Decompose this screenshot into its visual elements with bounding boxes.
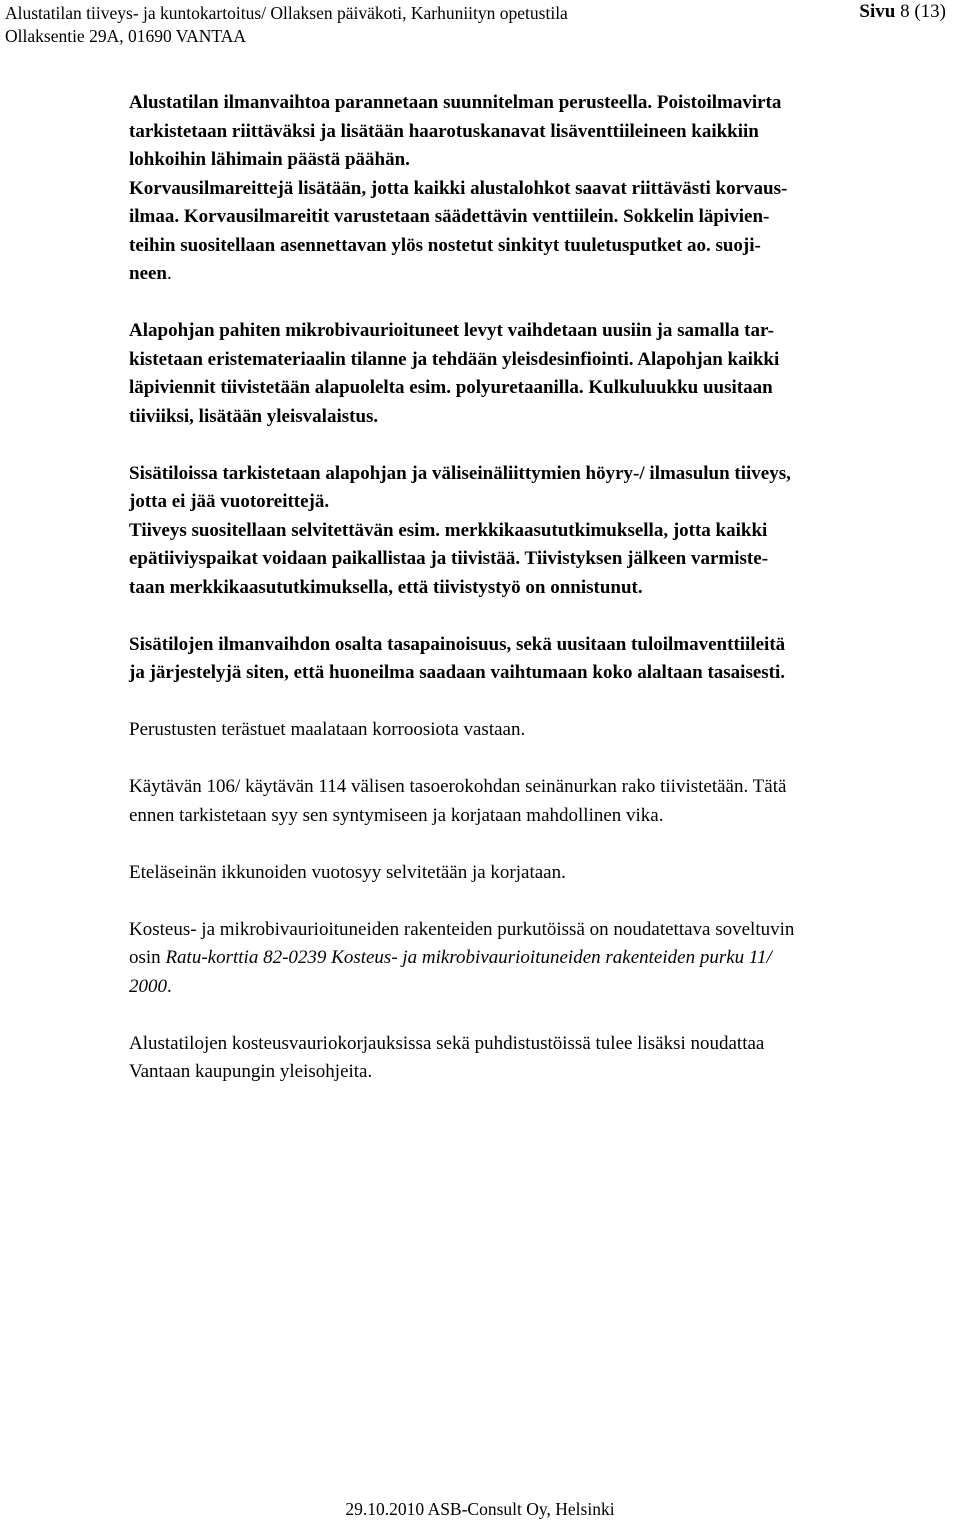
text-line: Kosteus- ja mikrobivaurioituneiden rakenteiden purkutöissä on noudatettava soveltuvin: [129, 918, 795, 940]
text-line: Alustatilojen kosteusvauriokorjauksissa sekä puhdistustöissä tulee lisäksi noudattaa: [129, 1032, 765, 1054]
page-header: [0, 0, 960, 56]
text-line: tiiviiksi, lisätään yleisvalaistus.: [129, 405, 379, 427]
page-number: [859, 1, 946, 23]
text-fragment: neen: [129, 263, 167, 284]
text-line: Perustusten terästuet maalataan korroosiota vastaan.: [129, 719, 526, 740]
text-line: epätiiviyspaikat voidaan paikallistaa ja tiivistää. Tiivistyksen jälkeen varmiste-: [129, 548, 769, 569]
text-fragment: osin: [129, 947, 166, 968]
header-title: Alustatilan tiiveys- ja kuntokartoitus/ Ollaksen päiväkoti, Karhuniityn opetustila: [5, 3, 568, 23]
paragraph-subfloor: [129, 317, 959, 431]
paragraph-windows: [129, 859, 959, 888]
text-line: [129, 973, 959, 1002]
text-line: Käytävän 106/ käytävän 114 välisen tasoerokohdan seinänurkan rako tiivistetään. Tätä: [129, 776, 787, 797]
paragraph-steel-supports: [129, 716, 959, 745]
page-footer: 29.10.2010 ASB-Consult Oy, Helsinki: [345, 1499, 615, 1519]
ratu-card-year: 2000: [129, 975, 167, 997]
text-line: taan merkkikaasututkimuksella, että tiivistystyö on onnistunut.: [129, 576, 643, 598]
ratu-card-reference: Ratu-korttia 82-0239 Kosteus- ja mikrobivaurioituneiden rakenteiden purku 11/: [165, 947, 772, 968]
text-line: ilmaa. Korvausilmareitit varustetaan säädettävin venttiilein. Sokkelin läpivien-: [129, 206, 770, 227]
header-address: Ollaksentie 29A, 01690 VANTAA: [5, 26, 246, 46]
paragraph-indoor-ventilation: [129, 631, 959, 688]
text-line: Sisätiloissa tarkistetaan alapohjan ja väliseinäliittymien höyry-/ ilmasulun tiiveys,: [129, 462, 791, 484]
text-fragment: .: [167, 975, 172, 997]
text-line: läpiviennit tiivistetään alapuolelta esim. polyuretaanilla. Kulkuluukku uusitaan: [129, 377, 773, 398]
text-fragment: .: [167, 263, 172, 284]
paragraph-city-guidelines: [129, 1030, 959, 1087]
text-line: [129, 944, 959, 973]
paragraph-ventilation: [129, 89, 959, 289]
paragraph-corridor-gap: [129, 773, 959, 830]
page-number-value: 8 (13): [900, 1, 946, 22]
text-line: Eteläseinän ikkunoiden vuotosyy selvitetään ja korjataan.: [129, 861, 566, 883]
text-line: Sisätilojen ilmanvaihdon osalta tasapainoisuus, sekä uusitaan tuloilmaventtiileitä: [129, 633, 786, 655]
document-body: [129, 89, 959, 1087]
page-label: Sivu: [859, 1, 896, 22]
text-line: kistetaan eristemateriaalin tilanne ja tehdään yleisdesinfiointi. Alapohjan kaikki: [129, 348, 780, 370]
text-line: Vantaan kaupungin yleisohjeita.: [129, 1061, 373, 1082]
text-line: ja järjestelyjä siten, että huoneilma saadaan vaihtumaan koko alaltaan tasaisesti.: [129, 662, 786, 683]
text-line: lohkoihin lähimain päästä päähän.: [129, 149, 410, 170]
text-line: tarkistetaan riittäväksi ja lisätään haarotuskanavat lisäventtiileineen kaikkiin: [129, 120, 759, 142]
text-line: jotta ei jää vuotoreittejä.: [129, 491, 330, 512]
text-line: teihin suositellaan asennettavan ylös nostetut sinkityt tuuletusputket ao. suoji-: [129, 234, 761, 256]
text-line: Alustatilan ilmanvaihtoa parannetaan suunnitelman perusteella. Poistoilmavirta: [129, 92, 782, 113]
text-line: [129, 260, 959, 289]
paragraph-indoor-tightness: [129, 460, 959, 603]
text-line: Korvausilmareittejä lisätään, jotta kaikki alustalohkot saavat riittävästi korvaus-: [129, 177, 788, 199]
paragraph-demolition: [129, 916, 959, 1002]
text-line: Alapohjan pahiten mikrobivaurioituneet levyt vaihdetaan uusiin ja samalla tar-: [129, 320, 775, 341]
text-line: ennen tarkistetaan syy sen syntymiseen ja korjataan mahdollinen vika.: [129, 804, 664, 826]
text-line: Tiiveys suositellaan selvitettävän esim. merkkikaasututkimuksella, jotta kaikki: [129, 519, 768, 541]
